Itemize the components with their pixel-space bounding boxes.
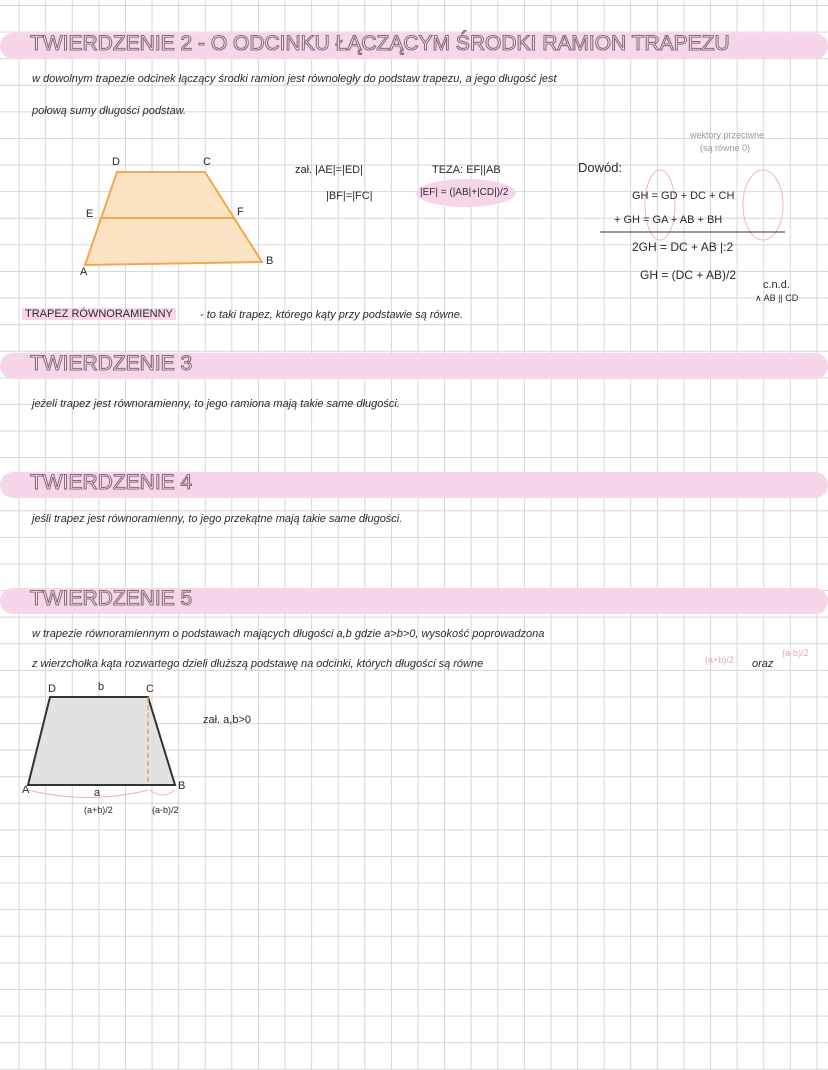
vertex-c-2: C	[146, 683, 154, 695]
highlight-circle-1	[645, 170, 675, 240]
theorem-2-text-1: w dowolnym trapezie odcinek łączący środki ramion jest równoległy do podstaw trapezu, a jego długość jest	[32, 73, 557, 85]
proof-line-2: + GH = GA + AB + BH	[614, 214, 723, 226]
fraction-1: (a+b)/2	[705, 655, 734, 665]
parallel-note: ∧ AB || CD	[755, 293, 799, 303]
label-a: a	[94, 787, 101, 799]
trapezoid-isosceles	[28, 697, 175, 785]
vertex-e: E	[86, 208, 94, 220]
proof-note-1: wektory przeciwne	[690, 130, 765, 140]
vertex-a: A	[80, 266, 88, 278]
vertex-f: F	[237, 206, 244, 218]
vertex-c: C	[203, 156, 211, 168]
segment-brace-2	[150, 790, 175, 795]
proof-line-1: GH = GD + DC + CH	[632, 190, 735, 202]
thesis-1: TEZA: EF||AB	[432, 164, 501, 176]
vertex-d: D	[112, 156, 120, 168]
theorem-2-text-2: połową sumy długości podstaw.	[32, 105, 187, 117]
theorem-5-text-2: z wierzchołka kąta rozwartego dzieli dłuższą podstawę na odcinki, których długości są równe	[32, 658, 484, 670]
definition-text: - to taki trapez, którego kąty przy podstawie są równe.	[200, 309, 463, 321]
theorem-2-title: TWIERDZENIE 2 - O ODCINKU ŁĄCZĄCYM ŚRODKI RAMION TRAPEZU	[30, 32, 730, 55]
assumption-1: zał. |AE|=|ED|	[295, 164, 363, 176]
theorem-4-title: TWIERDZENIE 4	[30, 471, 193, 494]
proof-line-4: GH = (DC + AB)/2	[640, 268, 737, 282]
proof-line-3: 2GH = DC + AB |:2	[632, 240, 734, 254]
assumption-5: zał. a,b>0	[203, 714, 252, 726]
thesis-2: |EF| = (|AB|+|CD|)/2	[420, 187, 509, 198]
assumption-2: |BF|=|FC|	[326, 190, 373, 202]
theorem-4-text: jeśli trapez jest równoramienny, to jego przekątne mają takie same długości.	[32, 513, 403, 525]
theorem-3-title: TWIERDZENIE 3	[30, 352, 193, 375]
proof-label: Dowód:	[578, 160, 623, 175]
theorem-5-text-1: w trapezie równoramiennym o podstawach mających długości a,b gdzie a>b>0, wysokość poprowadzona	[32, 628, 545, 640]
theorem-5-title: TWIERDZENIE 5	[30, 587, 193, 610]
highlight-circle-2	[743, 170, 783, 240]
vertex-a-2: A	[22, 784, 30, 796]
definition-term: TRAPEZ RÓWNORAMIENNY	[22, 308, 176, 320]
segment-1-label: (a+b)/2	[84, 805, 113, 815]
proof-note-2: (są równe 0)	[700, 143, 751, 153]
vertex-b: B	[266, 255, 274, 267]
fraction-2: (a-b)/2	[782, 648, 809, 658]
qed: c.n.d.	[763, 279, 790, 291]
oraz-text: oraz	[752, 658, 774, 670]
segment-2-label: (a-b)/2	[152, 805, 179, 815]
vertex-d-2: D	[48, 683, 56, 695]
segment-brace-1	[28, 790, 148, 798]
vertex-b-2: B	[178, 780, 186, 792]
label-b: b	[98, 681, 105, 693]
theorem-3-text: jeżeli trapez jest równoramienny, to jego ramiona mają takie same długości.	[32, 398, 400, 410]
